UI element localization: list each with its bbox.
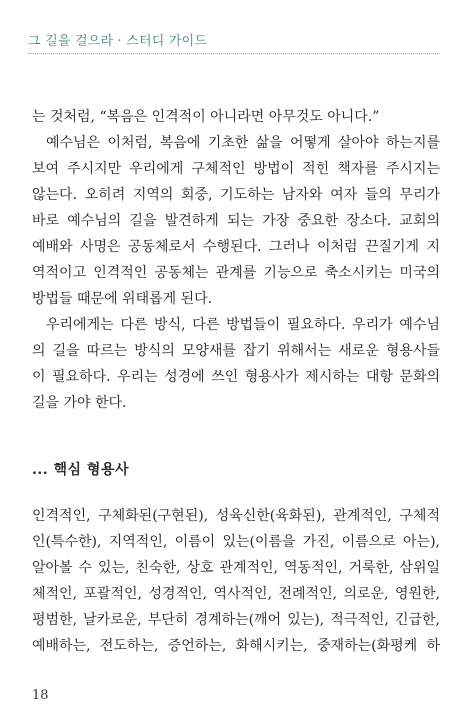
text-line: 바로 예수님의 길을 발견하게 되는 가장 중요한 장소다. 교회의 (32, 213, 440, 229)
section-heading: ... 핵심 형용사 (32, 462, 129, 478)
text-line: 인격적인, 구체화된(구현된), 성육신한(육화된), 관계적인, 구체적 (32, 508, 440, 524)
main-text (32, 104, 440, 416)
text-line: 방법들 때문에 위태롭게 된다. (32, 291, 213, 307)
text-line: 예배하는, 전도하는, 증언하는, 화해시키는, 중재하는(화평케 하 (32, 638, 440, 654)
paragraph-new-adjectives (32, 312, 440, 416)
text-line: 의 길을 따르는 방식의 모양새를 잡기 위해서는 새로운 형용사들 (32, 343, 440, 359)
text-line: 우리에게는 다른 방식, 다른 방법들이 필요하다. 우리가 예수님 (46, 317, 440, 333)
text-line: 역적이고 인격적인 공동체는 관계를 기능으로 축소시키는 미국의 (32, 265, 440, 281)
adjectives-list (32, 503, 440, 659)
text-line: 체적인, 포괄적인, 성경적인, 역사적인, 전례적인, 의로운, 영원한, (32, 586, 440, 602)
text-line: 알아볼 수 있는, 친숙한, 상호 관계적인, 역동적인, 거룩한, 삼위일 (32, 560, 440, 576)
text-line: 길을 가야 한다. (32, 395, 127, 411)
text-line: 이 필요하다. 우리는 성경에 쓰인 형용사가 제시하는 대항 문화의 (32, 369, 440, 385)
text-line: 는 것처럼, “복음은 인격적이 아니라면 아무것도 아니다.” (32, 109, 380, 125)
running-header: 그 길을 걸으라 · 스터디 가이드 (28, 34, 208, 49)
text-line: 평범한, 날카로운, 부단히 경계하는(깨어 있는), 적극적인, 긴급한, (32, 612, 440, 628)
text-line: 않는다. 오히려 지역의 회중, 기도하는 남자와 여자 들의 무리가 (32, 187, 440, 203)
text-line: 예수님은 이처럼, 복음에 기초한 삶을 어떻게 살아야 하는지를 (46, 135, 440, 151)
page-number: 18 (32, 688, 49, 703)
text-line: 예배와 사명은 공동체로서 수행된다. 그러나 이처럼 끈질기게 지 (32, 239, 440, 255)
header-divider (28, 53, 440, 54)
paragraph-quote-continuation (32, 104, 440, 130)
paragraph-jesus-way (32, 130, 440, 312)
text-line: 인(특수한), 지역적인, 이름이 있는(이름을 가진, 이름으로 아는), (32, 534, 440, 550)
paragraph-adjectives (32, 503, 440, 659)
text-line: 보여 주시지만 우리에게 구체적인 방법이 적힌 책자를 주시지는 (32, 161, 440, 177)
